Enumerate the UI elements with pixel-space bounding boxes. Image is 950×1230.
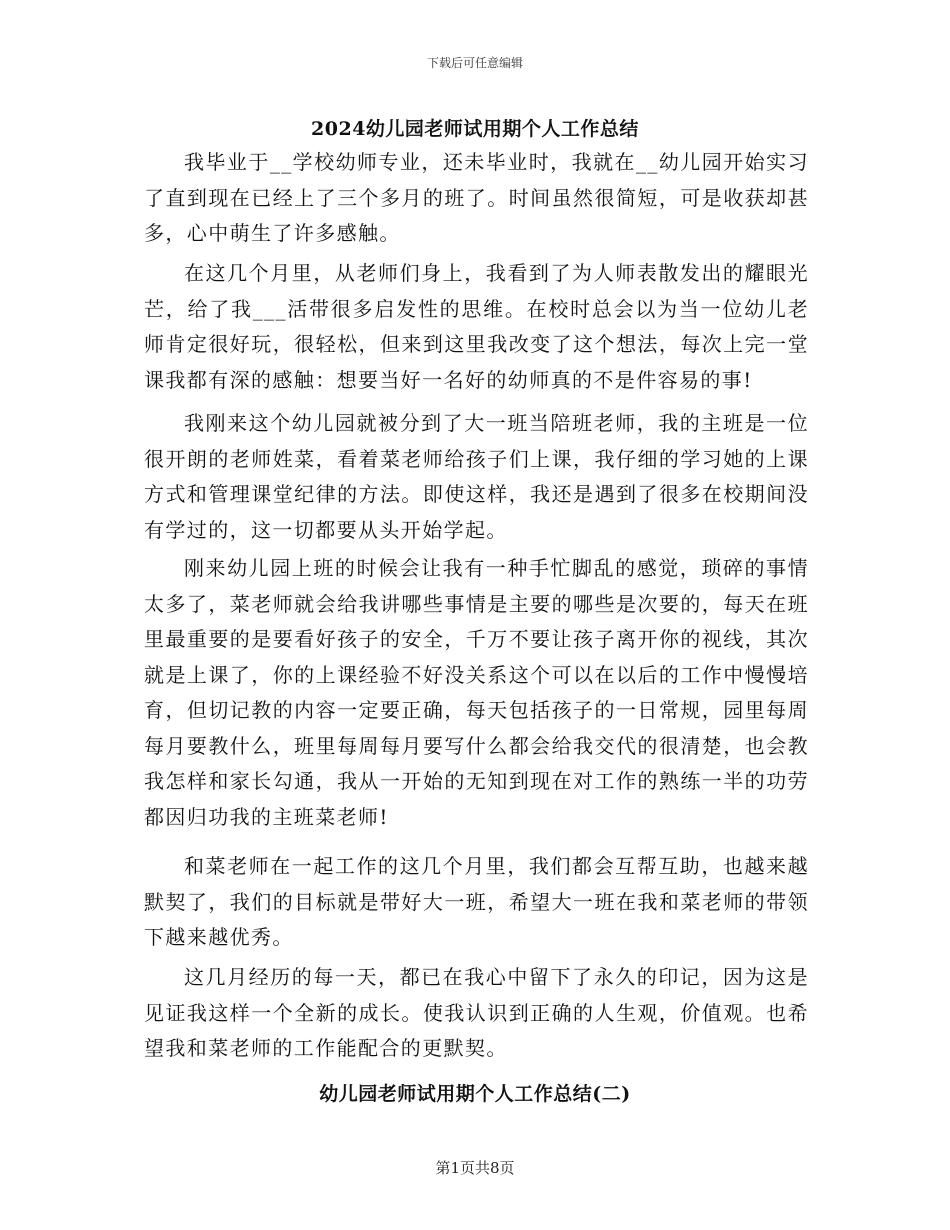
paragraph-3: 我刚来这个幼儿园就被分到了大一班当陪班老师，我的主班是一位很开朗的老师姓菜，看着菜老师给孩子们上课，我仔细的学习她的上课方式和管理课堂纪律的方法。即使这样，我还是遇到了很多在校期间没有学过的，这一切都要从头开始学起。 — [144, 411, 809, 542]
paragraph-2: 在这几个月里，从老师们身上，我看到了为人师表散发出的耀眼光芒，给了我___活带很多启发性的思维。在校时总会以为当一位幼儿老师肯定很好玩，很轻松，但来到这里我改变了这个想法，每次上完一堂课我都有深的感触：想要当好一名好的幼师真的不是件容易的事! — [144, 261, 809, 392]
section-title-2: 幼儿园老师试用期个人工作总结(二) — [319, 1083, 631, 1105]
document-title: 2024幼儿园老师试用期个人工作总结 — [311, 118, 639, 140]
page-number: 第1页共8页 — [435, 1159, 515, 1177]
paragraph-1: 我毕业于__学校幼师专业，还未毕业时，我就在__幼儿园开始实习了直到现在已经上了三个多月的班了。时间虽然很简短，可是收获却甚多，心中萌生了许多感触。 — [144, 150, 809, 245]
page-header-note: 下载后可任意编辑 — [426, 56, 523, 70]
paragraph-5: 和菜老师在一起工作的这几个月里，我们都会互帮互助，也越来越默契了，我们的目标就是带好大一班，希望大一班在我和菜老师的带领下越来越优秀。 — [144, 854, 809, 949]
paragraph-4: 刚来幼儿园上班的时候会让我有一种手忙脚乱的感觉，琐碎的事情太多了，菜老师就会给我讲哪些事情是主要的哪些是次要的，每天在班里最重要的是要看好孩子的安全，千万不要让孩子离开你的视线，其次就是上课了，你的上课经验不好没关系这个可以在以后的工作中慢慢培育，但切记教的内容一定要正确，每天包括孩子的一日常规，园里每周每月要教什么，班里每周每月要写什么都会给我交代的很清楚，也会教我怎样和家长勾通，我从一开始的无知到现在对工作的熟练一半的功劳都因归功我的主班菜老师! — [144, 556, 809, 829]
paragraph-6: 这几月经历的每一天，都已在我心中留下了永久的印记，因为这是见证我这样一个全新的成长。使我认识到正确的人生观，价值观。也希望我和菜老师的工作能配合的更默契。 — [144, 965, 809, 1060]
